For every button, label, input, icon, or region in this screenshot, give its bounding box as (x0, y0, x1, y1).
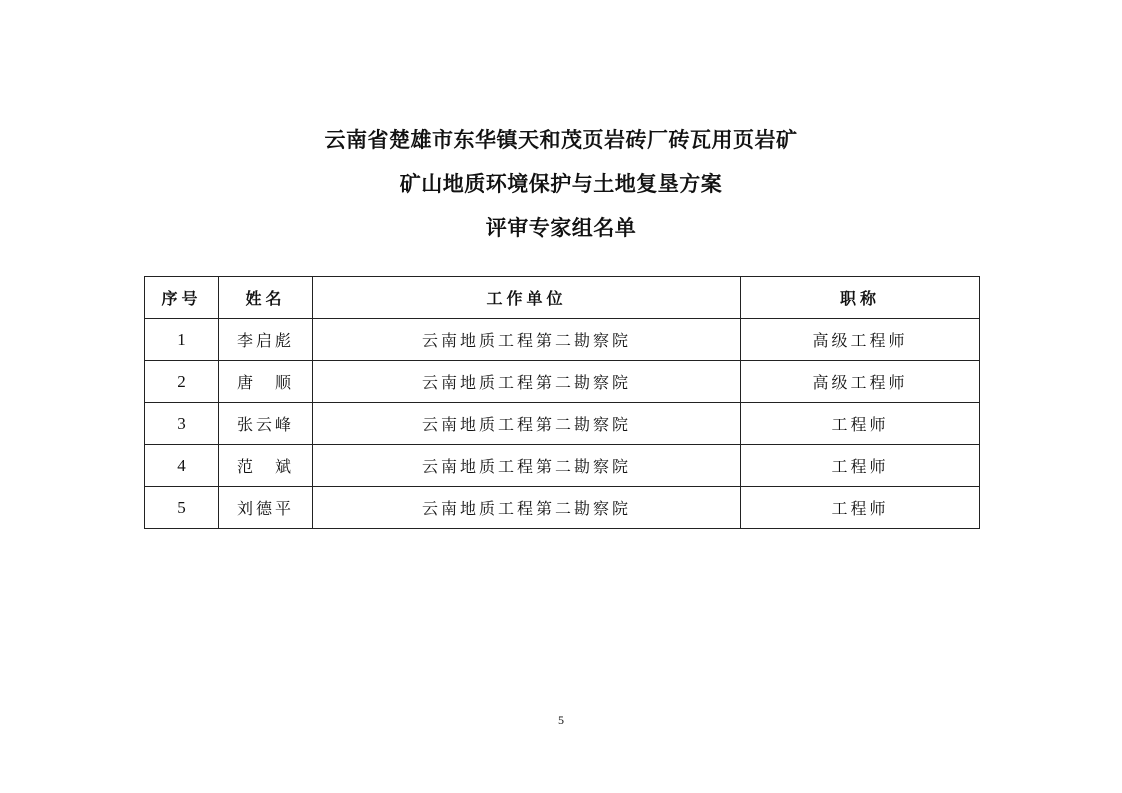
header-index: 序号 (145, 277, 219, 319)
row-title: 工程师 (741, 487, 980, 529)
row-index: 1 (145, 319, 219, 361)
row-name: 范 斌 (219, 445, 313, 487)
row-name: 张云峰 (219, 403, 313, 445)
header-organization: 工作单位 (313, 277, 741, 319)
row-name: 刘德平 (219, 487, 313, 529)
row-title: 工程师 (741, 403, 980, 445)
title-line-1: 云南省楚雄市东华镇天和茂页岩砖厂砖瓦用页岩矿 (324, 128, 798, 152)
table-row (145, 445, 980, 487)
row-organization: 云南地质工程第二勘察院 (313, 361, 741, 403)
row-index: 3 (145, 403, 219, 445)
table-row (145, 487, 980, 529)
page-number: 5 (558, 713, 564, 727)
header-title: 职称 (741, 277, 980, 319)
table-row (145, 361, 980, 403)
row-name: 唐 顺 (219, 361, 313, 403)
document-title (0, 118, 1122, 250)
row-organization: 云南地质工程第二勘察院 (313, 487, 741, 529)
title-line-3: 评审专家组名单 (485, 216, 637, 240)
header-name: 姓名 (219, 277, 313, 319)
row-organization: 云南地质工程第二勘察院 (313, 445, 741, 487)
row-index: 4 (145, 445, 219, 487)
title-line-2: 矿山地质环境保护与土地复垦方案 (399, 172, 723, 196)
row-title: 工程师 (741, 445, 980, 487)
table-row (145, 403, 980, 445)
table-header-row (145, 277, 980, 319)
row-organization: 云南地质工程第二勘察院 (313, 319, 741, 361)
row-title: 高级工程师 (741, 361, 980, 403)
row-organization: 云南地质工程第二勘察院 (313, 403, 741, 445)
row-name: 李启彪 (219, 319, 313, 361)
table-row (145, 319, 980, 361)
row-title: 高级工程师 (741, 319, 980, 361)
row-index: 5 (145, 487, 219, 529)
row-index: 2 (145, 361, 219, 403)
expert-panel-table (144, 276, 980, 529)
